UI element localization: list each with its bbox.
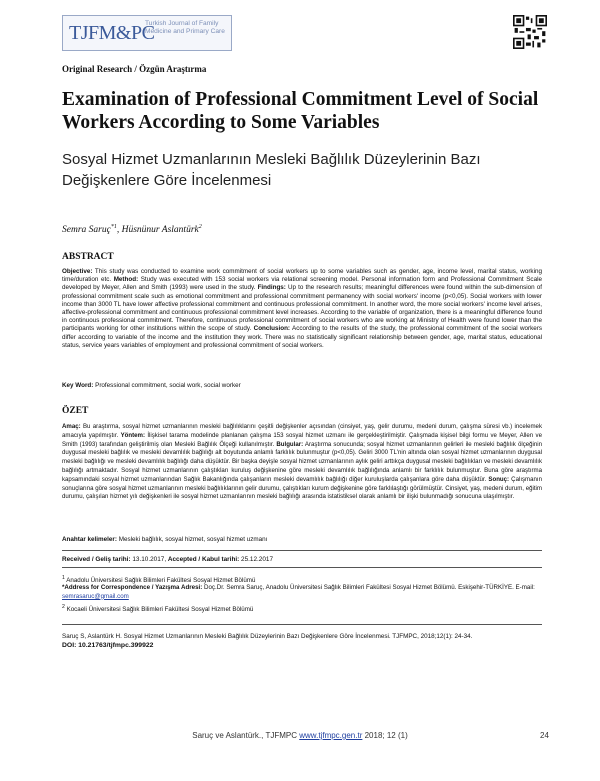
accepted-date: 25.12.2017 xyxy=(239,556,274,563)
objective-label: Objective: xyxy=(62,268,93,275)
author-1: Semra Saruç xyxy=(62,225,111,236)
anahtar-kelimeler-text: Mesleki bağlılık, sosyal hizmet, sosyal hizmet uzmanı xyxy=(116,536,268,543)
keywords-label: Key Word: xyxy=(62,382,94,389)
affiliation-2-sup: 2 xyxy=(62,604,65,610)
authors xyxy=(62,224,202,235)
anahtar-kelimeler-label: Anahtar kelimeler: xyxy=(62,536,117,543)
logo-subtitle: Turkish Journal of Family Medicine and Primary Care xyxy=(145,20,225,35)
page-number: 24 xyxy=(540,731,549,740)
article-title-turkish: Sosyal Hizmet Uzmanlarının Mesleki Bağlılık Düzeylerinin Bazı Değişkenlere Göre İncelenmesi xyxy=(62,151,481,189)
footer-right: 2018; 12 (1) xyxy=(362,731,408,740)
divider xyxy=(62,624,542,625)
objective-text: This study was conducted to examine work commitment of social workers up to some variables such as gender, age, income level, marital status, working time/duration etc. xyxy=(62,268,542,284)
citation: Saruç S, Aslantürk H. Sosyal Hizmet Uzmanlarının Mesleki Bağlılık Düzeylerinin Bazı Değişkenlere Göre İncelenmesi. TJFMPC, 2018;12(1): 24-34. xyxy=(62,633,473,640)
abstract-body xyxy=(62,268,542,350)
journal-header xyxy=(62,15,562,51)
affiliation-2-text: Kocaeli Üniversitesi Sağlık Bilimleri Fakültesi Sosyal Hizmet Bölümü xyxy=(64,606,254,614)
email-link[interactable]: semrasaruc@gmail.com xyxy=(62,592,129,600)
journal-website-link[interactable]: www.tjfmpc.gen.tr xyxy=(299,731,363,740)
divider xyxy=(62,550,542,551)
author-separator: , xyxy=(116,225,122,236)
correspondence-text: Doç.Dr. Semra Saruç, Anadolu Üniversitesi Sağlık Bilimleri Fakültesi Sosyal Hizmet Bölümü. Eskişehir-TÜRKİYE. E-mail: xyxy=(202,584,535,591)
amac-text: Bu araştırma, sosyal hizmet uzmanlarının mesleki bağlılıklarını çeşitli değişkenler açısından (cinsiyet, yaş, gelir durumu, medeni durum, çalışma süresi vb.) incelemek amacıyla yapılmıştır. xyxy=(62,423,542,439)
author-2-sup: 2 xyxy=(198,224,202,230)
yontem-label: Yöntem: xyxy=(120,431,145,439)
footer-left: Saruç ve Aslantürk., TJFMPC xyxy=(192,731,300,740)
ozet-body xyxy=(62,423,542,502)
correspondence xyxy=(62,584,542,601)
affiliation-2 xyxy=(62,603,542,615)
article-type: Original Research / Özgün Araştırma xyxy=(62,64,207,74)
sonuc-label: Sonuç: xyxy=(488,475,510,483)
accepted-label: Accepted / Kabul tarihi: xyxy=(167,556,240,563)
correspondence-label: *Address for Correspondence / Yazışma Adresi: xyxy=(62,584,203,591)
keywords-text: Professional commitment, social work, social worker xyxy=(93,382,241,389)
doi[interactable]: DOI: 10.21763/tjfmpc.399922 xyxy=(62,642,154,649)
method-text: Study was executed with 153 social workers via relational screening model. Personal information form and Professional Commitment Scale developed by Meyer, Allen and Smith (1993) were used in the study. xyxy=(62,276,542,292)
author-1-sup: *1 xyxy=(110,224,117,230)
article-title: Examination of Professional Commitment Level of Social Workers According to Some Variables xyxy=(62,89,539,133)
page-footer xyxy=(0,731,600,740)
logo-text: TJFM&PC xyxy=(69,22,155,44)
received-dates xyxy=(62,556,273,563)
findings-text: Up to the research results; meaningful differences were found within the sub-dimension of professional commitment scale such as emotional commitment and professional commitment permanency with social workers' income (p<0,05). Social workers with lower income than 3000 TL have lower affective professional commitment and continuous professional commitment. In another word, the more social workers' income level arises, affective-professional commitment and continuous professional commitment level increases. According to the variable of organization, there is a meaningful difference found in continuous professional commitment. Therefore, continuous professional commitment of social workers who are working at Ministry of Health were found lower than the participants working for other institutions within the scope of study. xyxy=(62,284,543,333)
journal-logo[interactable] xyxy=(62,15,232,51)
abstract-keywords xyxy=(62,382,241,390)
yontem-text: İlişkisel tarama modelinde planlanan çalışma 153 sosyal hizmet uzmanı ile gerçekleştirilmiştir. Çalışmada kişisel bilgi formu ve Meyer, Allen ve Smith (1993) tarafından geliştirilmiş olan Mesleki Bağlılık Ölçeği kullanılmıştır. xyxy=(62,431,542,448)
findings-label: Findings: xyxy=(257,284,286,292)
bulgular-text: Araştırma sonucunda; sosyal hizmet uzmanlarının gelirleri ile mesleki bağlılık ölçeğinin duygusal mesleki bağlılık ve mesleki devamlılık bağlılığı alt boyutunda anlamlı farklılık bulunmuştur (p<0,05). Geliri 3000 TL'nin altında olan sosyal hizmet uzmanlarının duygusal mesleki bağlılığı ve mesleki devamlılık bağlılığı daha düşüktür. Bir başka deyişle sosyal hizmet uzmanlarının aylık geliri arttıkça duygusal mesleki bağlılıkları ve mesleki devamlılık bağlılığı artmaktadır. Sosyal hizmet uzmanlarının çalıştıkları kuruluş değişkenine göre mesleki devamlılık bağlılığında anlamlı bir farklılık bulunmuştur. Buna göre araştırma kapsamındaki sosyal hizmet uzmanlarından Sağlık Bakanlığında çalışanların mesleki devamlılık bağlılığı diğer kuruluşlarda çalışanlara göre daha düşüktür. xyxy=(62,440,543,483)
ozet-keywords xyxy=(62,536,267,544)
sonuc-text: Çalışmanın sonuçlarına göre sosyal hizmet uzmanlarının mesleki bağlılıklarının gelir durumu, çalıştıkları kurum değişkenine göre farklılaştığı görülmüştür. Cinsiyet, yaş, medeni durum, eğitim durumu, çalışılan hizmet yılı değişkenleri ile sosyal hizmet uzmanlarının mesleki bağlılığı arasında istatistiksel olarak anlamlı bir ilişki bulunmadığı sonucuna ulaşılmıştır. xyxy=(62,475,542,501)
received-date: 13.10.2017, xyxy=(130,556,168,563)
ozet-heading: ÖZET xyxy=(62,406,89,416)
divider xyxy=(62,567,542,568)
author-2: Hüsnünur Aslantürk xyxy=(121,225,199,236)
bulgular-label: Bulgular: xyxy=(276,440,304,448)
affiliation-1-text: Anadolu Üniversitesi Sağlık Bilimleri Fakültesi Sosyal Hizmet Bölümü xyxy=(64,577,256,585)
received-label: Received / Geliş tarihi: xyxy=(62,556,131,563)
conclusion-text: According to the results of the study, the professional commitment of the social workers differ according to variable of the income and the institution they work. There was no statistically significant relationship between gender, age, marital status, educational status, service years variables of employment and professional commitment of social workers. xyxy=(62,325,542,349)
affiliation-1-sup: 1 xyxy=(62,575,65,581)
qr-code-icon xyxy=(513,15,547,49)
amac-label: Amaç: xyxy=(62,423,81,430)
abstract-heading: ABSTRACT xyxy=(62,252,114,262)
method-label: Method: xyxy=(113,276,139,284)
conclusion-label: Conclusion: xyxy=(253,325,291,333)
